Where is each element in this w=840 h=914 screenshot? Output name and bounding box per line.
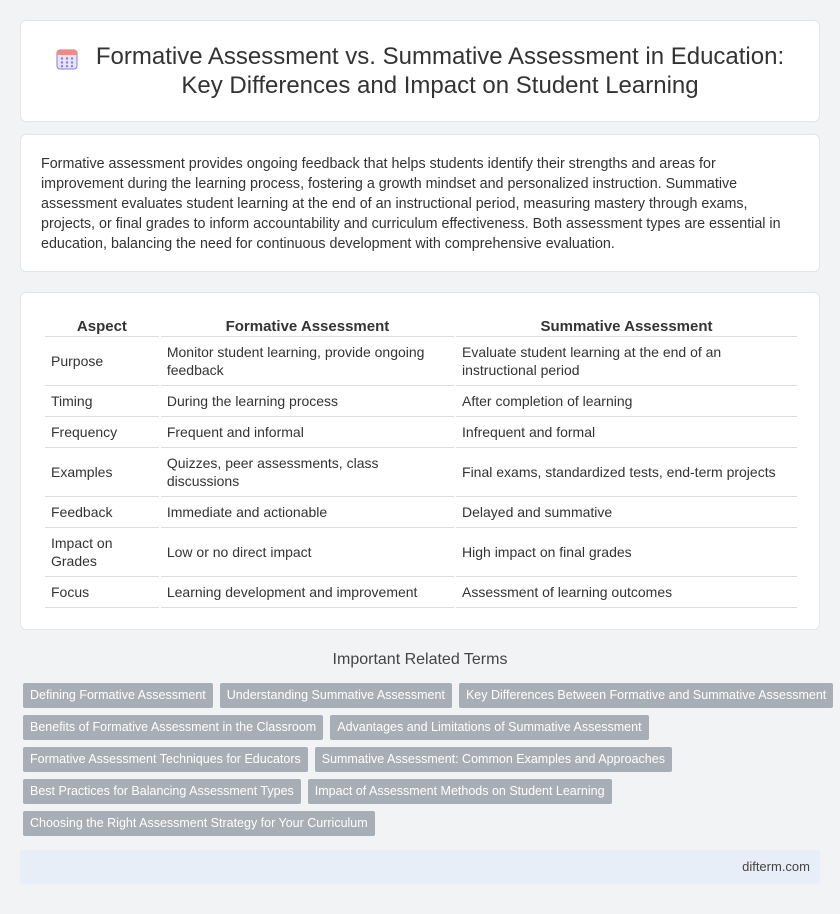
page-title <box>90 42 790 100</box>
related-term-tag[interactable]: Benefits of Formative Assessment in the Classroom <box>23 715 323 740</box>
cell-aspect: Examples <box>45 448 159 497</box>
cell-aspect: Feedback <box>45 497 159 528</box>
tag-row <box>23 811 823 836</box>
related-term-tag[interactable]: Choosing the Right Assessment Strategy for Your Curriculum <box>23 811 375 836</box>
related-term-tag[interactable]: Best Practices for Balancing Assessment Types <box>23 779 301 804</box>
cell-aspect: Impact on Grades <box>45 528 159 577</box>
table-row <box>45 337 797 386</box>
summary-text: Formative assessment provides ongoing feedback that helps students identify their strengths and areas for improvement during the learning process, fostering a growth mindset and personalized instruction. Summative assessment evaluates student learning at the end of an instructional period, measuring mastery through exams, projects, or final grades to inform accountability and curriculum effectiveness. Both assessment types are essential in education, balancing the need for continuous development with comprehensive evaluation. <box>41 156 781 252</box>
cell-summative: High impact on final grades <box>456 528 797 577</box>
comparison-table-card <box>20 292 820 630</box>
page-title-line1: Formative Assessment vs. Summative Assessment in Education: <box>95 43 785 70</box>
related-term-tag[interactable]: Impact of Assessment Methods on Student Learning <box>308 779 612 804</box>
cell-aspect: Focus <box>45 577 159 608</box>
cell-summative: Infrequent and formal <box>456 417 797 448</box>
table-row <box>45 448 797 497</box>
cell-formative: Monitor student learning, provide ongoing feedback <box>161 337 454 386</box>
footer-site-link[interactable]: difterm.com <box>742 859 810 874</box>
related-term-tag[interactable]: Key Differences Between Formative and Summative Assessment <box>459 683 833 708</box>
cell-formative: During the learning process <box>161 386 454 417</box>
cell-summative: Delayed and summative <box>456 497 797 528</box>
related-term-tag[interactable]: Summative Assessment: Common Examples and Approaches <box>315 747 672 772</box>
footer <box>20 850 820 884</box>
header-formative: Formative Assessment <box>161 317 454 337</box>
tag-row <box>23 715 823 740</box>
table-header-row <box>45 317 797 337</box>
comparison-table <box>43 317 799 608</box>
header-aspect: Aspect <box>45 317 159 337</box>
cell-formative: Immediate and actionable <box>161 497 454 528</box>
cell-summative: Final exams, standardized tests, end-term projects <box>456 448 797 497</box>
cell-aspect: Purpose <box>45 337 159 386</box>
table-row <box>45 417 797 448</box>
related-terms-list <box>23 683 827 843</box>
header-card <box>20 20 820 122</box>
tag-row <box>23 747 823 772</box>
table-row <box>45 528 797 577</box>
tag-row <box>23 779 823 804</box>
related-term-tag[interactable]: Understanding Summative Assessment <box>220 683 452 708</box>
table-row <box>45 386 797 417</box>
cell-summative: After completion of learning <box>456 386 797 417</box>
related-term-tag[interactable]: Formative Assessment Techniques for Educators <box>23 747 308 772</box>
tag-row <box>23 683 827 708</box>
cell-summative: Assessment of learning outcomes <box>456 577 797 608</box>
cell-aspect: Frequency <box>45 417 159 448</box>
cell-formative: Learning development and improvement <box>161 577 454 608</box>
table-row <box>45 497 797 528</box>
related-term-tag[interactable]: Defining Formative Assessment <box>23 683 213 708</box>
cell-formative: Low or no direct impact <box>161 528 454 577</box>
related-terms-title: Important Related Terms <box>332 651 508 668</box>
header-summative: Summative Assessment <box>456 317 797 337</box>
table-row <box>45 577 797 608</box>
cell-summative: Evaluate student learning at the end of an instructional period <box>456 337 797 386</box>
related-term-tag[interactable]: Advantages and Limitations of Summative Assessment <box>330 715 648 740</box>
cell-formative: Quizzes, peer assessments, class discussions <box>161 448 454 497</box>
page-title-line2: Key Differences and Impact on Student Learning <box>181 72 699 99</box>
cell-formative: Frequent and informal <box>161 417 454 448</box>
summary-card <box>20 134 820 272</box>
cell-aspect: Timing <box>45 386 159 417</box>
